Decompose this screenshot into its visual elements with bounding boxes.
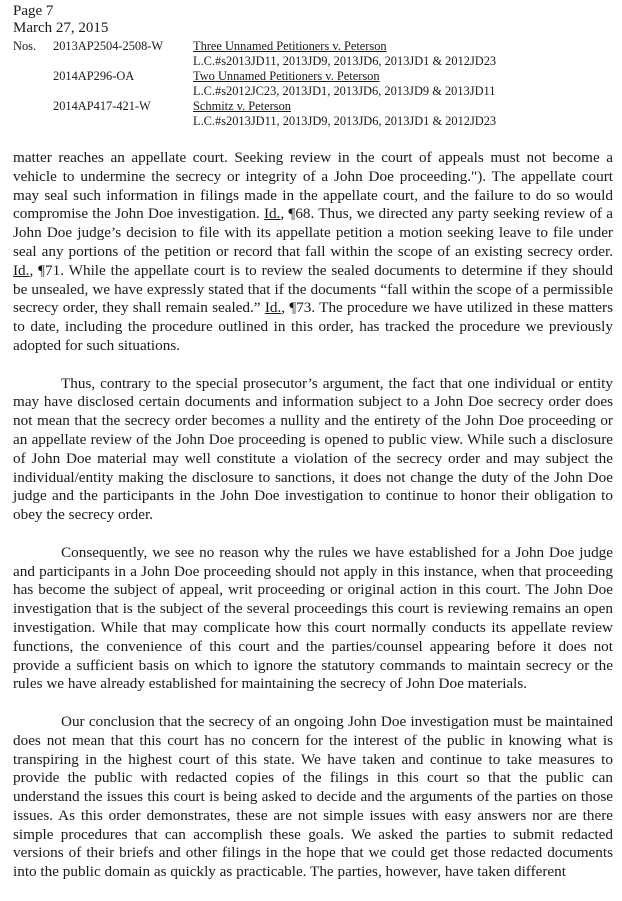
lower-court-numbers: L.C.#s2012JC23, 2013JD1, 2013JD6, 2013JD9 & 2013JD11 — [193, 84, 496, 98]
nos-label: Nos. — [13, 39, 37, 53]
case-title: Three Unnamed Petitioners v. Peterson — [193, 39, 387, 53]
paragraph-text: , ¶73. The procedure we have utilized in these matters to date, including the procedure outlined in this order, has tracked the procedure we previously adopted for such situations. — [13, 299, 613, 354]
citation-id: Id. — [263, 205, 281, 223]
paragraph-text: , ¶71. While the appellate court is to review the sealed documents to determine if they should be unsealed, we have expressly stated that if the documents “fall within the scope of a permissible secrecy order, they shall remain sealed.” — [13, 261, 613, 317]
order-body — [13, 149, 613, 901]
paragraph-text: matter reaches an appellate court. Seeking review in the court of appeals must not become a vehicle to undermine the secrecy or integrity of a John Doe proceeding."). The appellate court may seal such information in filings made in the appellate court, and the failure to do so would compromise the John Doe investigation. — [13, 149, 613, 223]
page-number: Page 7 — [13, 3, 54, 19]
case-title: Two Unnamed Petitioners v. Peterson — [193, 69, 380, 83]
paragraph: Our conclusion that the secrecy of an ongoing John Doe investigation must be maintained does not mean that this court has no concern for the interest of the public in knowing what is transpiring in the highest court of this state. We have taken and continue to take measures to provide the public with redacted copies of the filings in this court so that the public can understand the issues this court is being asked to decide and the arguments of the parties on those issues. As this order demonstrates, these are not simple issues with easy answers nor are there simple procedures that can accomplish these goals. We asked the parties to submit redacted versions of their briefs and other filings in the hope that we could get those redacted documents into the public domain as quickly as practicable. The parties, however, have taken different — [13, 712, 613, 881]
paragraph-text: , ¶68. Thus, we directed any party seeking review of a John Doe judge’s decision to file with its appellate petition a motion seeking leave to file under seal any portions of the petition or record that fall within the scope of an existing secrecy order. — [13, 205, 613, 260]
lower-court-numbers: L.C.#s2013JD11, 2013JD9, 2013JD6, 2013JD1 & 2012JD23 — [193, 54, 497, 68]
paragraph: Thus, contrary to the special prosecutor’s argument, the fact that one individual or entity may have disclosed certain documents and information subject to a John Doe secrecy order does not mean that the secrecy order becomes a nullity and the entirety of the John Doe proceeding or an appellate review of the John Doe proceeding is opened to public view. While such a disclosure of John Doe material may well constitute a violation of the secrecy order and may subject the individual/entity making the disclosure to sanctions, it does not change the duty of the John Doe judge and the participants in the John Doe investigation to continue to honor their obligation to obey the secrecy order. — [13, 374, 613, 524]
paragraph: Consequently, we see no reason why the rules we have established for a John Doe judge and participants in a John Doe proceeding should not apply in this instance, when that proceeding has become the subject of appeal, writ proceeding or original action in this court. The John Doe investigation that is the subject of the several proceedings this court is reviewing remains an open investigation. While that may complicate how this court normally conducts its appellate review functions, the convenience of this court and the parties/counsel appearing before it does not provide a sufficient basis on which to ignore the statutory commands to maintain secrecy or the rules we have already established for maintaining the secrecy of John Doe materials. — [13, 543, 613, 693]
case-title: Schmitz v. Peterson — [193, 99, 291, 113]
citation-id: Id. — [13, 261, 30, 279]
case-number: 2014AP296-OA — [53, 69, 135, 83]
citation-id: Id. — [264, 299, 282, 317]
case-number: 2014AP417-421-W — [53, 99, 151, 113]
order-date: March 27, 2015 — [13, 20, 109, 36]
paragraph-continuation — [13, 149, 613, 356]
lower-court-numbers: L.C.#s2013JD11, 2013JD9, 2013JD6, 2013JD1 & 2012JD23 — [193, 114, 497, 128]
case-number: 2013AP2504-2508-W — [53, 39, 164, 53]
